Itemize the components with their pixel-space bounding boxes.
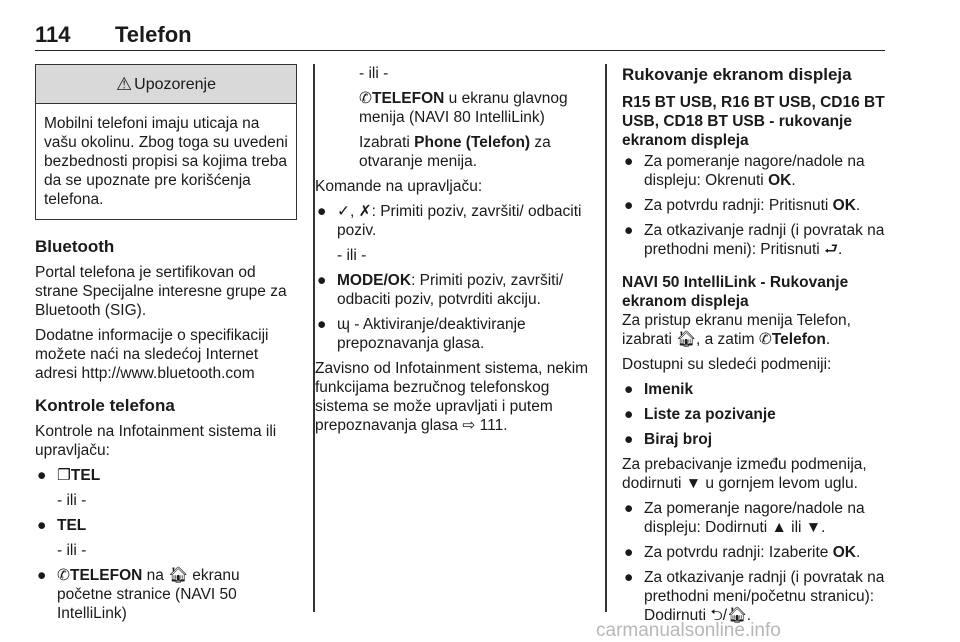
list-item: ● Imenik [624, 381, 694, 398]
navi50-subheading: NAVI 50 IntelliLink - Rukovanje ekranom displeja [622, 274, 849, 310]
column-2 [315, 64, 595, 441]
list-item: ● TEL [37, 517, 87, 534]
list-item: ● Za otkazivanje radnji (i povratak na prethodni meni/početnu stranicu): Dodirnuti ⮌/🏠︎. [624, 569, 885, 624]
or-separator: - ili - [359, 65, 389, 82]
warning-title: Upozorenje [134, 75, 216, 93]
phone-icon: ✆ [359, 90, 372, 107]
or-separator: - ili - [337, 247, 367, 264]
submenus-intro: Dostupni su sledeći podmeniji: [622, 356, 832, 373]
list-item: ● Liste za pozivanje [624, 406, 776, 423]
list-item: ● ✆TELEFON na 🏠︎ ekranu početne stranice (NAVI 50 IntelliLink) [37, 567, 240, 622]
home-icon: 🏠︎ [676, 331, 696, 348]
list-item: ● Za potvrdu radnji: Izaberite OK. [624, 544, 861, 561]
warning-box [35, 64, 297, 220]
column-1 [35, 64, 297, 629]
phone-icon: ✆ [758, 331, 772, 348]
steering-controls-intro: Komande na upravljaču: [315, 178, 483, 195]
voice-recognition-icon: ɰ [337, 316, 350, 333]
radio-models-subheading: R15 BT USB, R16 BT USB, CD16 BT USB, CD18 BT USB - rukovanje ekranom displeja [622, 94, 885, 149]
phone-controls-heading: Kontrole telefona [35, 396, 175, 415]
voice-control-paragraph: Zavisno od Infotainment sistema, nekim funkcijama bezručnog telefonskog sistema se može upravljati i putem prepoznavanja glasa ⇨ 111. [315, 360, 589, 434]
phone-controls-intro: Kontrole na Infotainment sistema ili upravljaču: [35, 423, 277, 459]
column-divider-2 [605, 64, 607, 612]
or-separator: - ili - [57, 492, 87, 509]
display-control-heading: Rukovanje ekranom displeja [622, 65, 852, 84]
list-item: ● ❐TEL [37, 467, 101, 484]
accept-reject-call-icons: ✓, ✗ [337, 203, 372, 220]
bluetooth-paragraph-1: Portal telefona je sertifikovan od strane Specijalne interesne grupe za Bluetooth (SIG). [35, 264, 287, 319]
page-title: Telefon [115, 22, 192, 47]
select-phone-text: Izabrati Phone (Telefon) za otvaranje menija. [359, 134, 551, 170]
page-reference-icon: ⇨ [462, 417, 476, 434]
list-item: ● Biraj broj [624, 431, 713, 448]
watermark: carmanualsonline.info [596, 620, 781, 641]
page-number: 114 [35, 22, 71, 47]
home-icon: 🏠︎ [168, 567, 188, 584]
list-item: ● ɰ - Aktiviranje/deaktiviranje prepoznavanja glasa. [317, 316, 526, 352]
switch-submenu-paragraph: Za prebacivanje između podmenija, dodirnuti ▼ u gornjem levom uglu. [622, 456, 867, 492]
column-3 [622, 64, 892, 631]
access-paragraph: Za pristup ekranu menija Telefon, izabrati 🏠︎, a zatim ✆Telefon. [622, 312, 851, 348]
phone-icon: ✆ [57, 567, 70, 584]
warning-header [36, 65, 296, 104]
page-header [35, 20, 885, 51]
tel-button-icon: ❐ [57, 467, 71, 484]
list-item: ● Za otkazivanje radnji (i povratak na prethodni meni): Pritisnuti ⮐. [624, 222, 885, 258]
back-icon: ⮐ [824, 241, 839, 258]
or-separator: - ili - [57, 542, 87, 559]
warning-text: Mobilni telefoni imaju uticaja na vašu okolinu. Zbog toga su uvedeni bezbednosti propisi sa kojima treba da se upoznate pre korišćenja telefona. [44, 115, 288, 208]
telefon-menu-item: ✆TELEFON u ekranu glavnog menija (NAVI 80 IntelliLink) [359, 90, 568, 126]
list-item: ● ✓, ✗: Primiti poziv, završiti/ odbaciti poziv. [317, 203, 582, 239]
list-item: ● Za pomeranje nagore/nadole na displeju: Okrenuti OK. [624, 153, 865, 189]
list-item: ● Za potvrdu radnji: Pritisnuti OK. [624, 197, 861, 214]
list-item: ● MODE/OK: Primiti poziv, završiti/ odbaciti poziv, potvrditi akciju. [317, 272, 564, 308]
back-home-icons: ⮌/🏠︎ [710, 607, 747, 624]
bluetooth-heading: Bluetooth [35, 237, 115, 256]
warning-triangle-icon: ⚠ [116, 73, 133, 94]
bluetooth-paragraph-2: Dodatne informacije o specifikaciji možete naći na sledećoj Internet adresi http://www.bluetooth.com [35, 327, 269, 382]
list-item: ● Za pomeranje nagore/nadole na displeju: Dodirnuti ▲ ili ▼. [624, 500, 865, 536]
